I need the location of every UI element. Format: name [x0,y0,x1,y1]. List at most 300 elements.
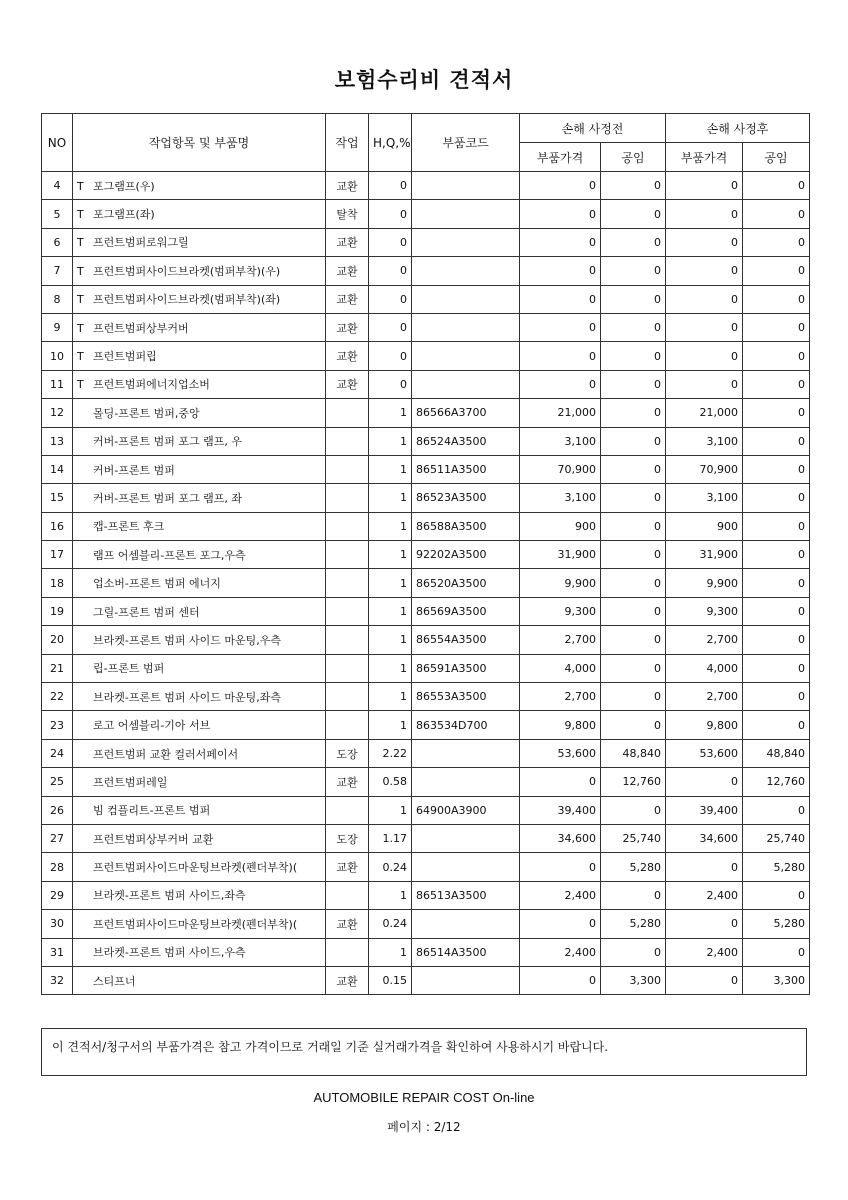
row-item [73,427,326,455]
row-work: 교환 [326,228,369,256]
header-before-price: 부품가격 [520,143,601,172]
header-hq: H,Q,% [369,114,412,172]
row-after-price: 2,700 [666,683,743,711]
table-row [42,541,810,569]
row-work [326,654,369,682]
row-hq: 0.24 [369,910,412,938]
row-before-labor: 0 [601,683,666,711]
row-work [326,796,369,824]
row-before-labor: 0 [601,796,666,824]
row-before-price: 31,900 [520,541,601,569]
row-item-label: 커버-프론트 범퍼 [93,463,175,477]
row-before-labor: 0 [601,938,666,966]
row-work: 도장 [326,824,369,852]
footer-brand: AUTOMOBILE REPAIR COST On-line [313,1090,535,1105]
row-after-price: 0 [666,910,743,938]
row-after-labor: 0 [743,683,810,711]
row-before-price: 0 [520,257,601,285]
row-before-price: 0 [520,370,601,398]
row-before-price: 0 [520,313,601,341]
row-no: 14 [42,455,73,483]
row-before-price: 9,800 [520,711,601,739]
row-item-label: 그릴-프론트 범퍼 센터 [93,605,200,619]
row-after-labor: 0 [743,172,810,200]
row-before-price: 34,600 [520,824,601,852]
row-after-price: 0 [666,768,743,796]
row-work: 교환 [326,342,369,370]
row-part-code [412,768,520,796]
row-after-price: 0 [666,313,743,341]
row-part-code [412,739,520,767]
header-code: 부품코드 [412,114,520,172]
table-row [42,285,810,313]
row-hq: 0.15 [369,966,412,994]
row-after-price: 9,800 [666,711,743,739]
row-before-price: 4,000 [520,654,601,682]
row-after-labor: 0 [743,228,810,256]
header-after-price: 부품가격 [666,143,743,172]
row-before-labor: 25,740 [601,824,666,852]
row-part-code: 86591A3500 [412,654,520,682]
table-row [42,172,810,200]
estimate-rows [42,172,810,995]
table-row [42,228,810,256]
row-hq: 0 [369,257,412,285]
table-row [42,200,810,228]
row-hq: 0 [369,285,412,313]
row-item [73,938,326,966]
row-before-labor: 12,760 [601,768,666,796]
row-hq: 0.58 [369,768,412,796]
row-before-labor: 0 [601,200,666,228]
row-before-labor: 3,300 [601,966,666,994]
row-after-price: 0 [666,342,743,370]
row-part-code: 86511A3500 [412,455,520,483]
row-part-code: 64900A3900 [412,796,520,824]
row-type-mark: T [77,293,84,307]
row-before-labor: 0 [601,399,666,427]
row-no: 17 [42,541,73,569]
row-hq: 1 [369,938,412,966]
row-before-price: 0 [520,853,601,881]
row-after-price: 21,000 [666,399,743,427]
row-no: 24 [42,739,73,767]
row-before-labor: 0 [601,370,666,398]
row-hq: 0 [369,342,412,370]
row-part-code: 86588A3500 [412,512,520,540]
table-row [42,824,810,852]
row-work: 교환 [326,768,369,796]
row-part-code [412,853,520,881]
row-item [73,824,326,852]
table-row [42,569,810,597]
table-row [42,910,810,938]
row-no: 11 [42,370,73,398]
row-after-price: 0 [666,200,743,228]
row-no: 25 [42,768,73,796]
row-part-code: 86520A3500 [412,569,520,597]
row-work [326,512,369,540]
row-no: 20 [42,626,73,654]
row-item-label: 로고 어셈블리-기아 서브 [93,719,211,733]
row-no: 30 [42,910,73,938]
row-before-labor: 0 [601,285,666,313]
row-part-code [412,966,520,994]
table-row [42,597,810,625]
row-no: 15 [42,484,73,512]
row-after-price: 2,400 [666,938,743,966]
row-hq: 1 [369,569,412,597]
row-after-labor: 0 [743,512,810,540]
row-item-label: 커버-프론트 범퍼 포그 램프, 좌 [93,491,242,505]
row-after-price: 4,000 [666,654,743,682]
row-after-labor: 3,300 [743,966,810,994]
row-work [326,541,369,569]
row-no: 5 [42,200,73,228]
row-part-code [412,313,520,341]
row-item [73,200,326,228]
row-no: 23 [42,711,73,739]
row-after-price: 9,900 [666,569,743,597]
row-before-price: 2,700 [520,626,601,654]
row-hq: 0 [369,313,412,341]
row-after-price: 0 [666,257,743,285]
row-part-code: 86523A3500 [412,484,520,512]
row-before-labor: 5,280 [601,910,666,938]
row-work [326,881,369,909]
row-type-mark: T [77,236,84,250]
row-before-price: 2,400 [520,881,601,909]
estimate-table [41,113,810,995]
row-no: 22 [42,683,73,711]
table-row [42,881,810,909]
table-row [42,455,810,483]
row-item-label: 프런트범퍼상부커버 교환 [93,832,214,846]
row-before-price: 0 [520,172,601,200]
row-part-code [412,172,520,200]
row-before-price: 0 [520,966,601,994]
row-part-code: 86569A3500 [412,597,520,625]
row-before-labor: 0 [601,342,666,370]
row-after-labor: 12,760 [743,768,810,796]
row-after-price: 3,100 [666,427,743,455]
row-hq: 1 [369,399,412,427]
header-work: 작업 [326,114,369,172]
row-after-price: 2,400 [666,881,743,909]
row-hq: 1 [369,796,412,824]
row-no: 28 [42,853,73,881]
row-after-price: 0 [666,966,743,994]
row-before-labor: 0 [601,654,666,682]
row-work: 교환 [326,172,369,200]
row-work [326,597,369,625]
row-no: 18 [42,569,73,597]
row-hq: 1 [369,683,412,711]
row-part-code: 86524A3500 [412,427,520,455]
row-before-price: 3,100 [520,484,601,512]
row-hq: 1 [369,484,412,512]
row-before-labor: 0 [601,484,666,512]
row-before-labor: 0 [601,228,666,256]
row-after-price: 0 [666,228,743,256]
header-before-labor: 공임 [601,143,666,172]
row-hq: 1 [369,711,412,739]
row-before-labor: 0 [601,427,666,455]
row-after-price: 0 [666,285,743,313]
row-hq: 0 [369,200,412,228]
row-work: 교환 [326,313,369,341]
row-after-labor: 0 [743,455,810,483]
row-item-label: 몰딩-프론트 범퍼,중앙 [93,406,200,420]
row-after-labor: 0 [743,342,810,370]
row-item-label: 프런트범퍼립 [93,350,157,364]
table-row [42,512,810,540]
table-row [42,739,810,767]
row-after-price: 900 [666,512,743,540]
row-before-labor: 0 [601,626,666,654]
row-part-code: 86513A3500 [412,881,520,909]
row-before-labor: 0 [601,569,666,597]
row-item [73,654,326,682]
row-after-price: 31,900 [666,541,743,569]
row-work: 교환 [326,853,369,881]
row-before-price: 3,100 [520,427,601,455]
row-work [326,683,369,711]
table-row [42,966,810,994]
row-after-labor: 25,740 [743,824,810,852]
row-no: 32 [42,966,73,994]
row-item [73,966,326,994]
row-item [73,910,326,938]
row-item-label: 브라켓-프론트 범퍼 사이드 마운팅,좌측 [93,690,281,704]
row-item [73,683,326,711]
row-hq: 0 [369,228,412,256]
row-part-code [412,824,520,852]
row-item-label: 프런트범퍼레일 [93,775,168,789]
header-no: NO [42,114,73,172]
row-type-mark: T [77,350,84,364]
table-row [42,313,810,341]
row-item-label: 프런트범퍼상부커버 [93,321,189,335]
row-before-price: 9,300 [520,597,601,625]
row-no: 29 [42,881,73,909]
row-part-code [412,228,520,256]
header-before-assessment: 손해 사정전 [520,114,666,143]
row-no: 10 [42,342,73,370]
row-after-labor: 0 [743,796,810,824]
row-item [73,484,326,512]
row-no: 26 [42,796,73,824]
table-row [42,768,810,796]
row-hq: 1 [369,881,412,909]
price-notice: 이 견적서/청구서의 부품가격은 참고 가격이므로 거래일 기준 실거래가격을 확인하여 사용하시기 바랍니다. [41,1028,807,1076]
row-type-mark: T [77,378,84,392]
row-after-labor: 0 [743,285,810,313]
row-item [73,881,326,909]
row-work [326,711,369,739]
row-hq: 1 [369,427,412,455]
row-hq: 1.17 [369,824,412,852]
row-after-labor: 0 [743,370,810,398]
page-number: 페이지 : 2/12 [387,1120,461,1134]
row-before-labor: 0 [601,597,666,625]
row-part-code [412,370,520,398]
header-item: 작업항목 및 부품명 [73,114,326,172]
row-before-price: 53,600 [520,739,601,767]
row-after-labor: 0 [743,484,810,512]
row-item [73,512,326,540]
row-hq: 1 [369,455,412,483]
row-type-mark: T [77,179,84,193]
row-work [326,399,369,427]
row-after-labor: 0 [743,541,810,569]
row-after-labor: 0 [743,569,810,597]
row-after-price: 39,400 [666,796,743,824]
row-after-labor: 0 [743,626,810,654]
row-before-price: 70,900 [520,455,601,483]
row-item-label: 프런트범퍼 교환 컬러서페이서 [93,747,239,761]
row-after-price: 53,600 [666,739,743,767]
row-item-label: 브라켓-프론트 범퍼 사이드,우측 [93,946,246,960]
row-hq: 1 [369,512,412,540]
row-part-code: 92202A3500 [412,541,520,569]
row-no: 21 [42,654,73,682]
row-no: 16 [42,512,73,540]
row-part-code [412,342,520,370]
row-before-price: 2,700 [520,683,601,711]
row-before-labor: 48,840 [601,739,666,767]
row-item [73,853,326,881]
row-before-labor: 0 [601,172,666,200]
row-item-label: 빔 컴플리트-프론트 범퍼 [93,804,211,818]
row-item [73,342,326,370]
table-row [42,853,810,881]
row-work: 탈착 [326,200,369,228]
row-item [73,626,326,654]
row-part-code: 86554A3500 [412,626,520,654]
row-type-mark: T [77,264,84,278]
row-after-price: 0 [666,172,743,200]
row-before-price: 2,400 [520,938,601,966]
document-title: 보험수리비 견적서 [334,68,514,92]
row-hq: 0.24 [369,853,412,881]
row-before-price: 0 [520,910,601,938]
row-before-price: 9,900 [520,569,601,597]
row-hq: 2.22 [369,739,412,767]
row-item [73,768,326,796]
row-work: 도장 [326,739,369,767]
row-before-labor: 0 [601,512,666,540]
row-item [73,313,326,341]
row-item [73,285,326,313]
row-item-label: 프런트범퍼사이드브라켓(범퍼부착)(좌) [93,293,281,307]
row-work: 교환 [326,257,369,285]
row-before-price: 0 [520,228,601,256]
row-after-labor: 0 [743,427,810,455]
row-part-code [412,910,520,938]
header-after-labor: 공임 [743,143,810,172]
row-work: 교환 [326,966,369,994]
row-item [73,455,326,483]
row-before-price: 0 [520,768,601,796]
row-part-code [412,200,520,228]
row-item-label: 프런트범퍼에너지업소버 [93,378,210,392]
header-row-top [42,114,810,143]
row-item [73,597,326,625]
row-item [73,739,326,767]
row-item-label: 프런트범퍼로워그릴 [93,236,189,250]
table-row [42,654,810,682]
table-row [42,399,810,427]
row-work [326,569,369,597]
row-work [326,427,369,455]
row-part-code: 863534D700 [412,711,520,739]
row-item [73,541,326,569]
row-before-labor: 0 [601,711,666,739]
row-before-labor: 0 [601,455,666,483]
row-after-price: 34,600 [666,824,743,852]
row-item-label: 포그램프(좌) [93,208,155,222]
row-work [326,484,369,512]
row-before-price: 0 [520,342,601,370]
row-item-label: 스티프너 [93,974,136,988]
row-no: 12 [42,399,73,427]
row-type-mark: T [77,321,84,335]
row-no: 4 [42,172,73,200]
row-after-price: 9,300 [666,597,743,625]
row-item-label: 브라켓-프론트 범퍼 사이드,좌측 [93,889,246,903]
table-row [42,342,810,370]
row-item [73,172,326,200]
row-after-labor: 0 [743,200,810,228]
row-after-labor: 5,280 [743,910,810,938]
row-no: 31 [42,938,73,966]
row-no: 6 [42,228,73,256]
row-after-price: 0 [666,370,743,398]
row-after-price: 3,100 [666,484,743,512]
row-before-price: 39,400 [520,796,601,824]
row-after-price: 70,900 [666,455,743,483]
row-before-price: 0 [520,285,601,313]
table-row [42,683,810,711]
row-after-labor: 0 [743,257,810,285]
row-item-label: 프런트범퍼사이드브라켓(범퍼부착)(우) [93,264,281,278]
table-row [42,370,810,398]
row-hq: 1 [369,597,412,625]
row-before-price: 0 [520,200,601,228]
row-item-label: 캡-프론트 후크 [93,520,165,534]
row-hq: 1 [369,626,412,654]
row-part-code [412,285,520,313]
row-no: 9 [42,313,73,341]
row-after-price: 2,700 [666,626,743,654]
row-before-labor: 0 [601,541,666,569]
table-row [42,257,810,285]
row-part-code: 86553A3500 [412,683,520,711]
row-item [73,399,326,427]
row-item-label: 립-프론트 범퍼 [93,662,165,676]
row-item-label: 브라켓-프론트 범퍼 사이드 마운팅,우측 [93,633,281,647]
row-after-labor: 0 [743,711,810,739]
row-item [73,569,326,597]
row-hq: 0 [369,172,412,200]
row-before-labor: 0 [601,313,666,341]
row-work [326,938,369,966]
row-after-labor: 5,280 [743,853,810,881]
row-hq: 0 [369,370,412,398]
row-work: 교환 [326,370,369,398]
row-before-labor: 5,280 [601,853,666,881]
